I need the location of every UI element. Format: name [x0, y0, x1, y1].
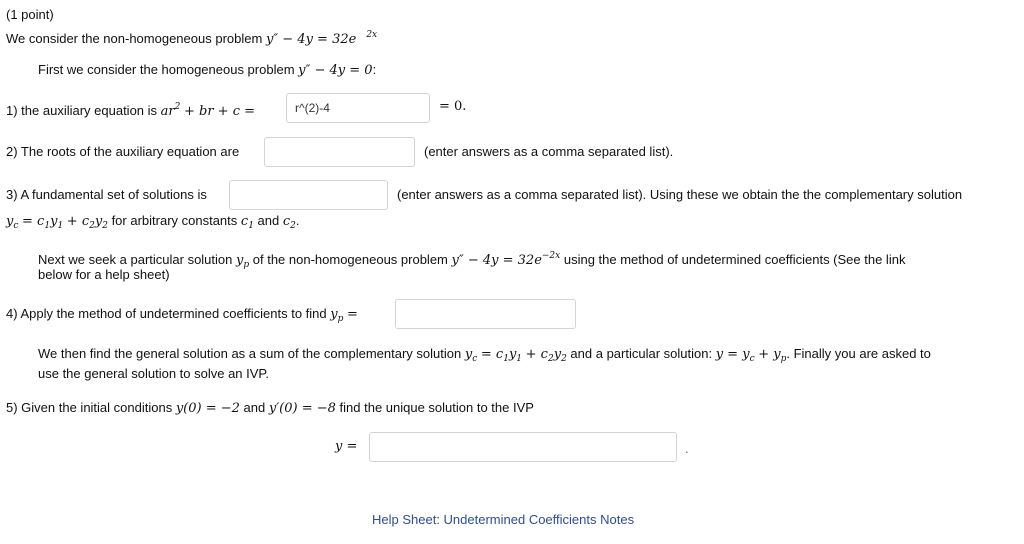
particular-text-a: Next we seek a particular solution — [38, 252, 233, 267]
plus-c2: + c — [66, 214, 90, 229]
intro-exponent: 2x — [366, 30, 378, 40]
homogeneous-intro — [38, 61, 376, 80]
help-sheet-link[interactable]: Help Sheet: Undetermined Coefficients Notes — [372, 512, 635, 527]
q4-prefix: 4) Apply the method of undetermined coefficients to find — [6, 306, 327, 321]
q4-equals: = — [347, 307, 358, 322]
q1-eq-exp: 2 — [174, 102, 181, 112]
general-y-eq: y = y — [715, 347, 750, 362]
q1-prompt — [6, 98, 255, 121]
particular-text-b: of the non-homogeneous problem — [252, 252, 448, 267]
c2b-sub: 2 — [290, 221, 296, 231]
yp-sub: p — [243, 260, 250, 270]
q1-eq-rest: + br + c = — [183, 104, 256, 119]
y2-symbol: y — [94, 214, 103, 229]
particular-exponent: −2x — [541, 251, 561, 261]
particular-solution-input[interactable] — [395, 299, 576, 329]
particular-intro-line2: below for a help sheet) — [38, 267, 170, 282]
c1-symbol: c — [240, 214, 249, 229]
yp-symbol: y — [236, 253, 244, 268]
general-plus-yp: + y — [758, 347, 781, 362]
general-yc-sub: c — [472, 354, 478, 364]
homogeneous-text: First we consider the homogeneous problem — [38, 62, 295, 77]
q5-and: and — [243, 400, 266, 415]
general-plus-c2: + c — [525, 347, 548, 362]
general-y2-sub: 2 — [561, 354, 567, 364]
general-y1-sub: 1 — [516, 354, 523, 364]
general-intro-line2: use the general solution to solve an IVP. — [38, 366, 270, 381]
general-yc: y — [464, 347, 473, 362]
intro-equation: y″ − 4y = 32e — [265, 32, 357, 47]
q1-prefix: 1) the auxiliary equation is — [6, 103, 158, 118]
yc-sub: c — [13, 221, 19, 231]
general-y1: y — [508, 347, 517, 362]
general-eq: = c — [480, 347, 504, 362]
c1b-sub: 1 — [248, 221, 254, 231]
period: . — [295, 213, 300, 228]
q1-eq-a: ar — [160, 104, 175, 119]
c2-symbol: c — [282, 214, 291, 229]
general-y2: y — [553, 347, 562, 362]
roots-input[interactable] — [264, 137, 415, 167]
q5-prompt — [6, 399, 534, 418]
q3-suffix: (enter answers as a comma separated list). Using these we obtain the the complementary solution — [397, 187, 963, 202]
yc-symbol: y — [6, 214, 14, 229]
general-text-a: We then find the general solution as a sum of the complementary solution — [38, 346, 462, 361]
ivp-y-label: y = — [335, 439, 358, 454]
general-c2-sub: 2 — [547, 354, 554, 364]
y2-sub: 2 — [102, 221, 108, 231]
c1-sub: 1 — [44, 221, 51, 231]
problem-statement — [6, 26, 377, 49]
q2-prefix: 2) The roots of the auxiliary equation are — [6, 144, 240, 159]
general-text-b: and a particular solution: — [570, 346, 713, 361]
fundamental-set-input[interactable] — [229, 180, 388, 210]
q1-suffix: = 0. — [439, 99, 467, 114]
ivp-solution-input[interactable] — [369, 432, 677, 462]
q3-prefix: 3) A fundamental set of solutions is — [6, 187, 207, 202]
q4-yp-symbol: y — [330, 307, 338, 322]
general-c1-sub: 1 — [503, 354, 509, 364]
homogeneous-equation: y″ − 4y = 0 — [298, 63, 373, 78]
q5-prefix: 5) Given the initial conditions — [6, 400, 173, 415]
q5-suffix: find the unique solution to the IVP — [339, 400, 534, 415]
y1-sub: 1 — [57, 221, 64, 231]
general-yp-sub: p — [780, 354, 787, 364]
general-y-c-sub: c — [749, 354, 755, 364]
and-text: and — [257, 213, 280, 228]
c2-sub: 2 — [89, 221, 95, 231]
general-text-c: . Finally you are asked to — [786, 346, 931, 361]
particular-equation: y″ − 4y = 32e — [451, 253, 542, 268]
ivp-trailing-dot: . — [685, 441, 689, 456]
y1-symbol: y — [50, 214, 58, 229]
points-label: (1 point) — [6, 7, 54, 22]
q3-complementary-line — [6, 212, 300, 235]
arbitrary-constants-text: for arbitrary constants — [111, 213, 238, 228]
yc-eq: = c — [22, 214, 45, 229]
q4-yp-sub: p — [337, 314, 344, 324]
q2-suffix: (enter answers as a comma separated list). — [424, 144, 674, 159]
auxiliary-equation-input[interactable] — [286, 93, 430, 123]
intro-text: We consider the non-homogeneous problem — [6, 31, 263, 46]
q4-prompt — [6, 305, 358, 328]
homogeneous-colon: : — [372, 62, 377, 77]
initial-condition-1: y(0) = −2 — [175, 401, 240, 416]
initial-condition-2: y′(0) = −8 — [268, 401, 336, 416]
particular-text-c: using the method of undetermined coefficients (See the link — [563, 252, 906, 267]
